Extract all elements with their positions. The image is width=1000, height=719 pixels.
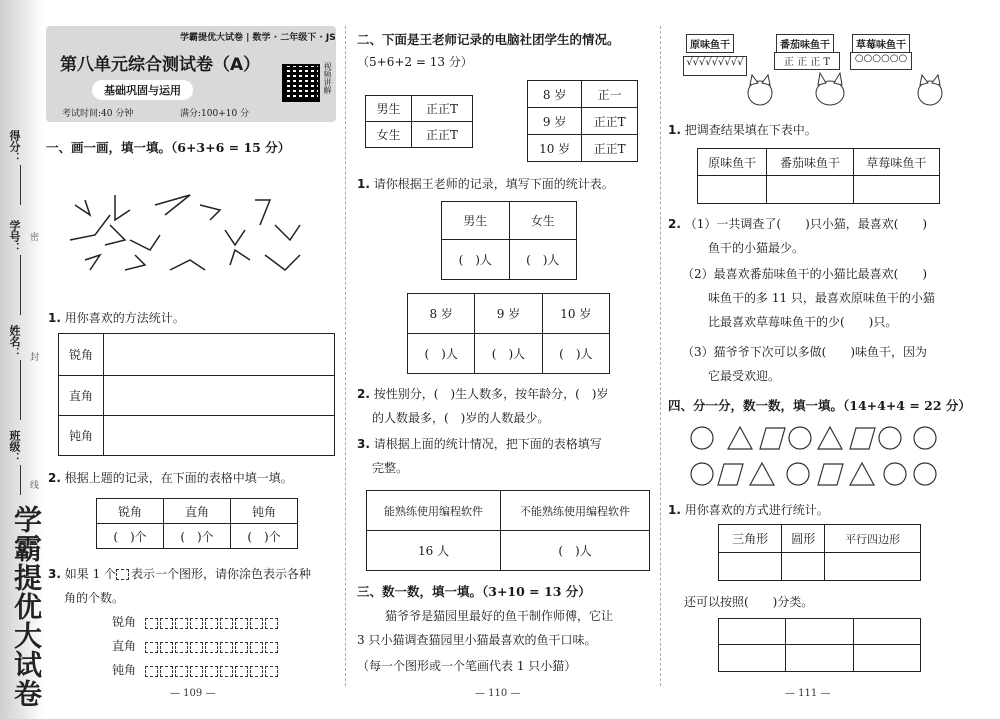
- header-cell: 10 岁: [542, 294, 609, 334]
- section-2-score: （5+6+2 = 13 分）: [357, 55, 473, 69]
- angle-shape: [275, 225, 300, 240]
- angle-shape: [125, 255, 145, 270]
- header-cell: 能熟练使用编程软件: [367, 491, 501, 531]
- age-record-table: [527, 80, 638, 162]
- angle-shape: [70, 215, 110, 240]
- value-cell: 16 人: [367, 531, 501, 571]
- answer-cell[interactable]: [719, 553, 782, 581]
- q2-2-line2: 味鱼干的多 11 只，最喜欢原味鱼干的小猫: [708, 291, 935, 305]
- q4-1: 1. 用你喜欢的方式进行统计。: [668, 503, 829, 517]
- coding-skill-table: [366, 490, 650, 571]
- answer-cell[interactable]: [853, 619, 920, 645]
- header-cell: 直角: [164, 499, 231, 524]
- color-boxes-row[interactable]: [145, 664, 280, 678]
- answer-cell[interactable]: ( )人: [442, 240, 510, 280]
- q3-middle-line1: 3. 请根据上面的统计情况，把下面的表格填写: [357, 437, 602, 451]
- circle-icon: [787, 463, 809, 485]
- tally-card-tomato: 正 正 正 T: [774, 52, 840, 70]
- qr-label: 视频讲解: [323, 62, 332, 94]
- header-cell: 番茄味鱼干: [767, 149, 853, 176]
- story-line3: （每一个图形或一个笔画代表 1 只小猫）: [357, 659, 577, 673]
- q2-middle-line2: 的人数最多，( )岁的人数最少。: [372, 411, 550, 425]
- header-cell: 男生: [442, 202, 510, 240]
- angle-shape: [200, 205, 220, 220]
- angle-drawings: [60, 185, 330, 280]
- section-1-heading: 一、画一画，填一填。（6+3+6 = 15 分）: [46, 140, 291, 155]
- tally-card-strawberry: ○○○○○○: [850, 52, 912, 70]
- q1-middle: 1. 请你根据王老师的记录，填写下面的统计表。: [357, 177, 614, 191]
- q2-3-line1: （3）猫爷爷下次可以多做( )味鱼干，因为: [682, 345, 927, 359]
- angle-shape: [265, 255, 300, 270]
- student-id-label: 学号：: [8, 220, 21, 253]
- seal-char-3: 线: [30, 481, 40, 491]
- gender-stat-table: [441, 201, 577, 280]
- q3-left-line1: 3. 如果 1 个 表示一个图形，请你涂色表示各种: [48, 567, 312, 581]
- column-divider: [345, 26, 346, 686]
- answer-cell[interactable]: [853, 176, 939, 204]
- header-cell: 原味鱼干: [698, 149, 767, 176]
- parallelogram-icon: [760, 428, 785, 449]
- row-label: 直角: [59, 376, 104, 416]
- q2-1-line2: 鱼干的小猫最少。: [708, 241, 805, 255]
- header-cell: 9 岁: [475, 294, 542, 334]
- color-boxes-row[interactable]: [145, 616, 280, 630]
- q1-right: 1. 把调查结果填在下表中。: [668, 123, 817, 137]
- q2-1-line1: 2. （1）一共调查了( )只小猫，最喜欢( ): [668, 217, 928, 231]
- answer-cell[interactable]: [853, 645, 920, 672]
- class-label: 班级：: [8, 430, 21, 463]
- color-row-label: 直角: [112, 639, 137, 653]
- header-cell: 平行四边形: [825, 525, 921, 553]
- triangle-icon: [728, 427, 752, 449]
- circle-icon: [789, 427, 811, 449]
- q2-middle-line1: 2. 按性别分，( )生人数多，按年龄分，( )岁: [357, 387, 609, 401]
- record-cell[interactable]: [104, 334, 335, 376]
- unit-title: 第八单元综合测试卷（A）: [60, 55, 261, 75]
- gender-record-table: [365, 95, 473, 148]
- angle-count-table: [96, 498, 298, 549]
- angle-shape: [230, 250, 250, 265]
- header-cell: 草莓味鱼干: [853, 149, 939, 176]
- flavor-card-tomato: 番茄味鱼干: [776, 34, 834, 53]
- flavor-stat-table: [697, 148, 940, 204]
- circle-icon: [884, 463, 906, 485]
- header-cell: 三角形: [719, 525, 782, 553]
- q2-2-line3: 比最喜欢草莓味鱼干的少( )只。: [708, 315, 898, 329]
- q3-left-line2: 角的个数。: [64, 591, 125, 605]
- flavor-card-original: 原味鱼干: [686, 34, 734, 53]
- q1-left: 1. 用你喜欢的方法统计。: [48, 311, 185, 325]
- answer-cell[interactable]: [767, 176, 853, 204]
- answer-cell[interactable]: [825, 553, 921, 581]
- page-number-110: — 110 —: [475, 688, 521, 699]
- q3-middle-line2: 完整。: [372, 461, 409, 475]
- section-4-heading: 四、分一分，数一数，填一填。（14+4+4 = 22 分）: [668, 398, 971, 413]
- story-line1: 猫爷爷是猫园里最好的鱼干制作师傅，它让: [385, 609, 614, 623]
- color-row-label: 钝角: [112, 663, 137, 677]
- circle-icon: [914, 427, 936, 449]
- age-label: 10 岁: [528, 135, 582, 162]
- name-label: 姓名：: [8, 325, 21, 358]
- circle-icon: [691, 463, 713, 485]
- answer-cell[interactable]: [719, 619, 786, 645]
- record-cell[interactable]: [104, 376, 335, 416]
- header-cell: 钝角: [231, 499, 298, 524]
- color-row-label: 锐角: [112, 615, 137, 629]
- full-score: 满分:100+10 分: [180, 109, 250, 119]
- q4-more: 还可以按照( )分类。: [684, 595, 814, 609]
- age-stat-table: [407, 293, 610, 374]
- q2-2-line1: （2）最喜欢番茄味鱼干的小猫比最喜欢( ): [682, 267, 927, 281]
- answer-cell[interactable]: ( )人: [408, 334, 475, 374]
- exam-time: 考试时间:40 分钟: [62, 109, 134, 119]
- parallelogram-icon: [818, 464, 843, 485]
- tally-card-original: √√√√√√√√√: [683, 56, 747, 76]
- qr-code-icon[interactable]: [282, 64, 320, 102]
- name-line: [20, 360, 21, 420]
- unit-subtitle: 基础巩固与运用: [92, 80, 193, 100]
- shape-stat-table: [718, 524, 921, 581]
- angle-shape: [155, 195, 190, 215]
- unit-box-icon: [116, 569, 129, 580]
- triangle-icon: [818, 427, 842, 449]
- seal-char-1: 密: [30, 233, 40, 243]
- angle-shape: [115, 195, 130, 220]
- page-number-111: — 111 —: [785, 688, 831, 699]
- circle-icon: [691, 427, 713, 449]
- column-divider: [660, 26, 661, 686]
- story-line2: 3 只小猫调查猫园里小猫最喜欢的鱼干口味。: [357, 633, 597, 647]
- alt-classification-table: [718, 618, 921, 672]
- answer-cell[interactable]: ( )个: [164, 524, 231, 549]
- answer-cell[interactable]: ( )人: [509, 240, 577, 280]
- parallelogram-icon: [718, 464, 743, 485]
- answer-cell[interactable]: ( )人: [475, 334, 542, 374]
- angle-shape: [225, 230, 245, 245]
- circle-icon: [914, 463, 936, 485]
- tally-cell: 正一: [582, 81, 638, 108]
- answer-cell[interactable]: ( )个: [231, 524, 298, 549]
- tally-cell: 正正T: [582, 108, 638, 135]
- shape-grid: [690, 424, 940, 494]
- answer-cell[interactable]: [782, 553, 825, 581]
- header-cell: 不能熟练使用编程软件: [501, 491, 650, 531]
- header-cell: 8 岁: [408, 294, 475, 334]
- triangle-icon: [850, 463, 874, 485]
- section-2-heading: 二、下面是王老师记录的电脑社团学生的情况。: [357, 32, 620, 47]
- class-line: [20, 465, 21, 495]
- header-cell: 锐角: [97, 499, 164, 524]
- angle-shape: [75, 200, 90, 215]
- series-label: 学霸提优大试卷 | 数学 · 二年级下 · JS: [180, 33, 336, 43]
- kitten-illustrations: [740, 65, 950, 110]
- parallelogram-icon: [850, 428, 875, 449]
- page-number-109: — 109 —: [170, 688, 216, 699]
- tally-cell: 正正T: [412, 122, 473, 148]
- header-cell: 圆形: [782, 525, 825, 553]
- q2-3-line2: 它最受欢迎。: [708, 369, 781, 383]
- angle-shape: [130, 235, 160, 250]
- answer-cell[interactable]: ( )人: [542, 334, 609, 374]
- answer-cell[interactable]: [786, 645, 853, 672]
- angle-shape: [105, 225, 125, 245]
- score-line: [20, 165, 21, 205]
- seal-char-2: 封: [30, 353, 40, 363]
- angle-shape: [85, 255, 100, 270]
- q2-left: 2. 根据上题的记录，在下面的表格中填一填。: [48, 471, 293, 485]
- section-3-heading: 三、数一数，填一填。（3+10 = 13 分）: [357, 584, 591, 599]
- answer-cell[interactable]: ( )人: [501, 531, 650, 571]
- record-cell[interactable]: [104, 416, 335, 456]
- angle-shape: [255, 200, 270, 225]
- tally-cell: 正正T: [412, 96, 473, 122]
- student-id-line: [20, 255, 21, 315]
- row-label: 锐角: [59, 334, 104, 376]
- age-label: 8 岁: [528, 81, 582, 108]
- answer-cell[interactable]: [786, 619, 853, 645]
- gender-label: 女生: [366, 122, 412, 148]
- angle-record-table: [58, 333, 335, 456]
- header-cell: 女生: [509, 202, 577, 240]
- score-label: 得分：: [8, 130, 21, 163]
- answer-cell[interactable]: [719, 645, 786, 672]
- row-label: 钝角: [59, 416, 104, 456]
- answer-cell[interactable]: ( )个: [97, 524, 164, 549]
- brand-logo-text: 学霸提优大试卷: [10, 505, 43, 708]
- triangle-icon: [750, 463, 774, 485]
- age-label: 9 岁: [528, 108, 582, 135]
- circle-icon: [879, 427, 901, 449]
- flavor-card-strawberry: 草莓味鱼干: [852, 34, 910, 53]
- answer-cell[interactable]: [698, 176, 767, 204]
- angle-shape: [170, 260, 205, 270]
- gender-label: 男生: [366, 96, 412, 122]
- color-boxes-row[interactable]: [145, 640, 280, 654]
- tally-cell: 正正T: [582, 135, 638, 162]
